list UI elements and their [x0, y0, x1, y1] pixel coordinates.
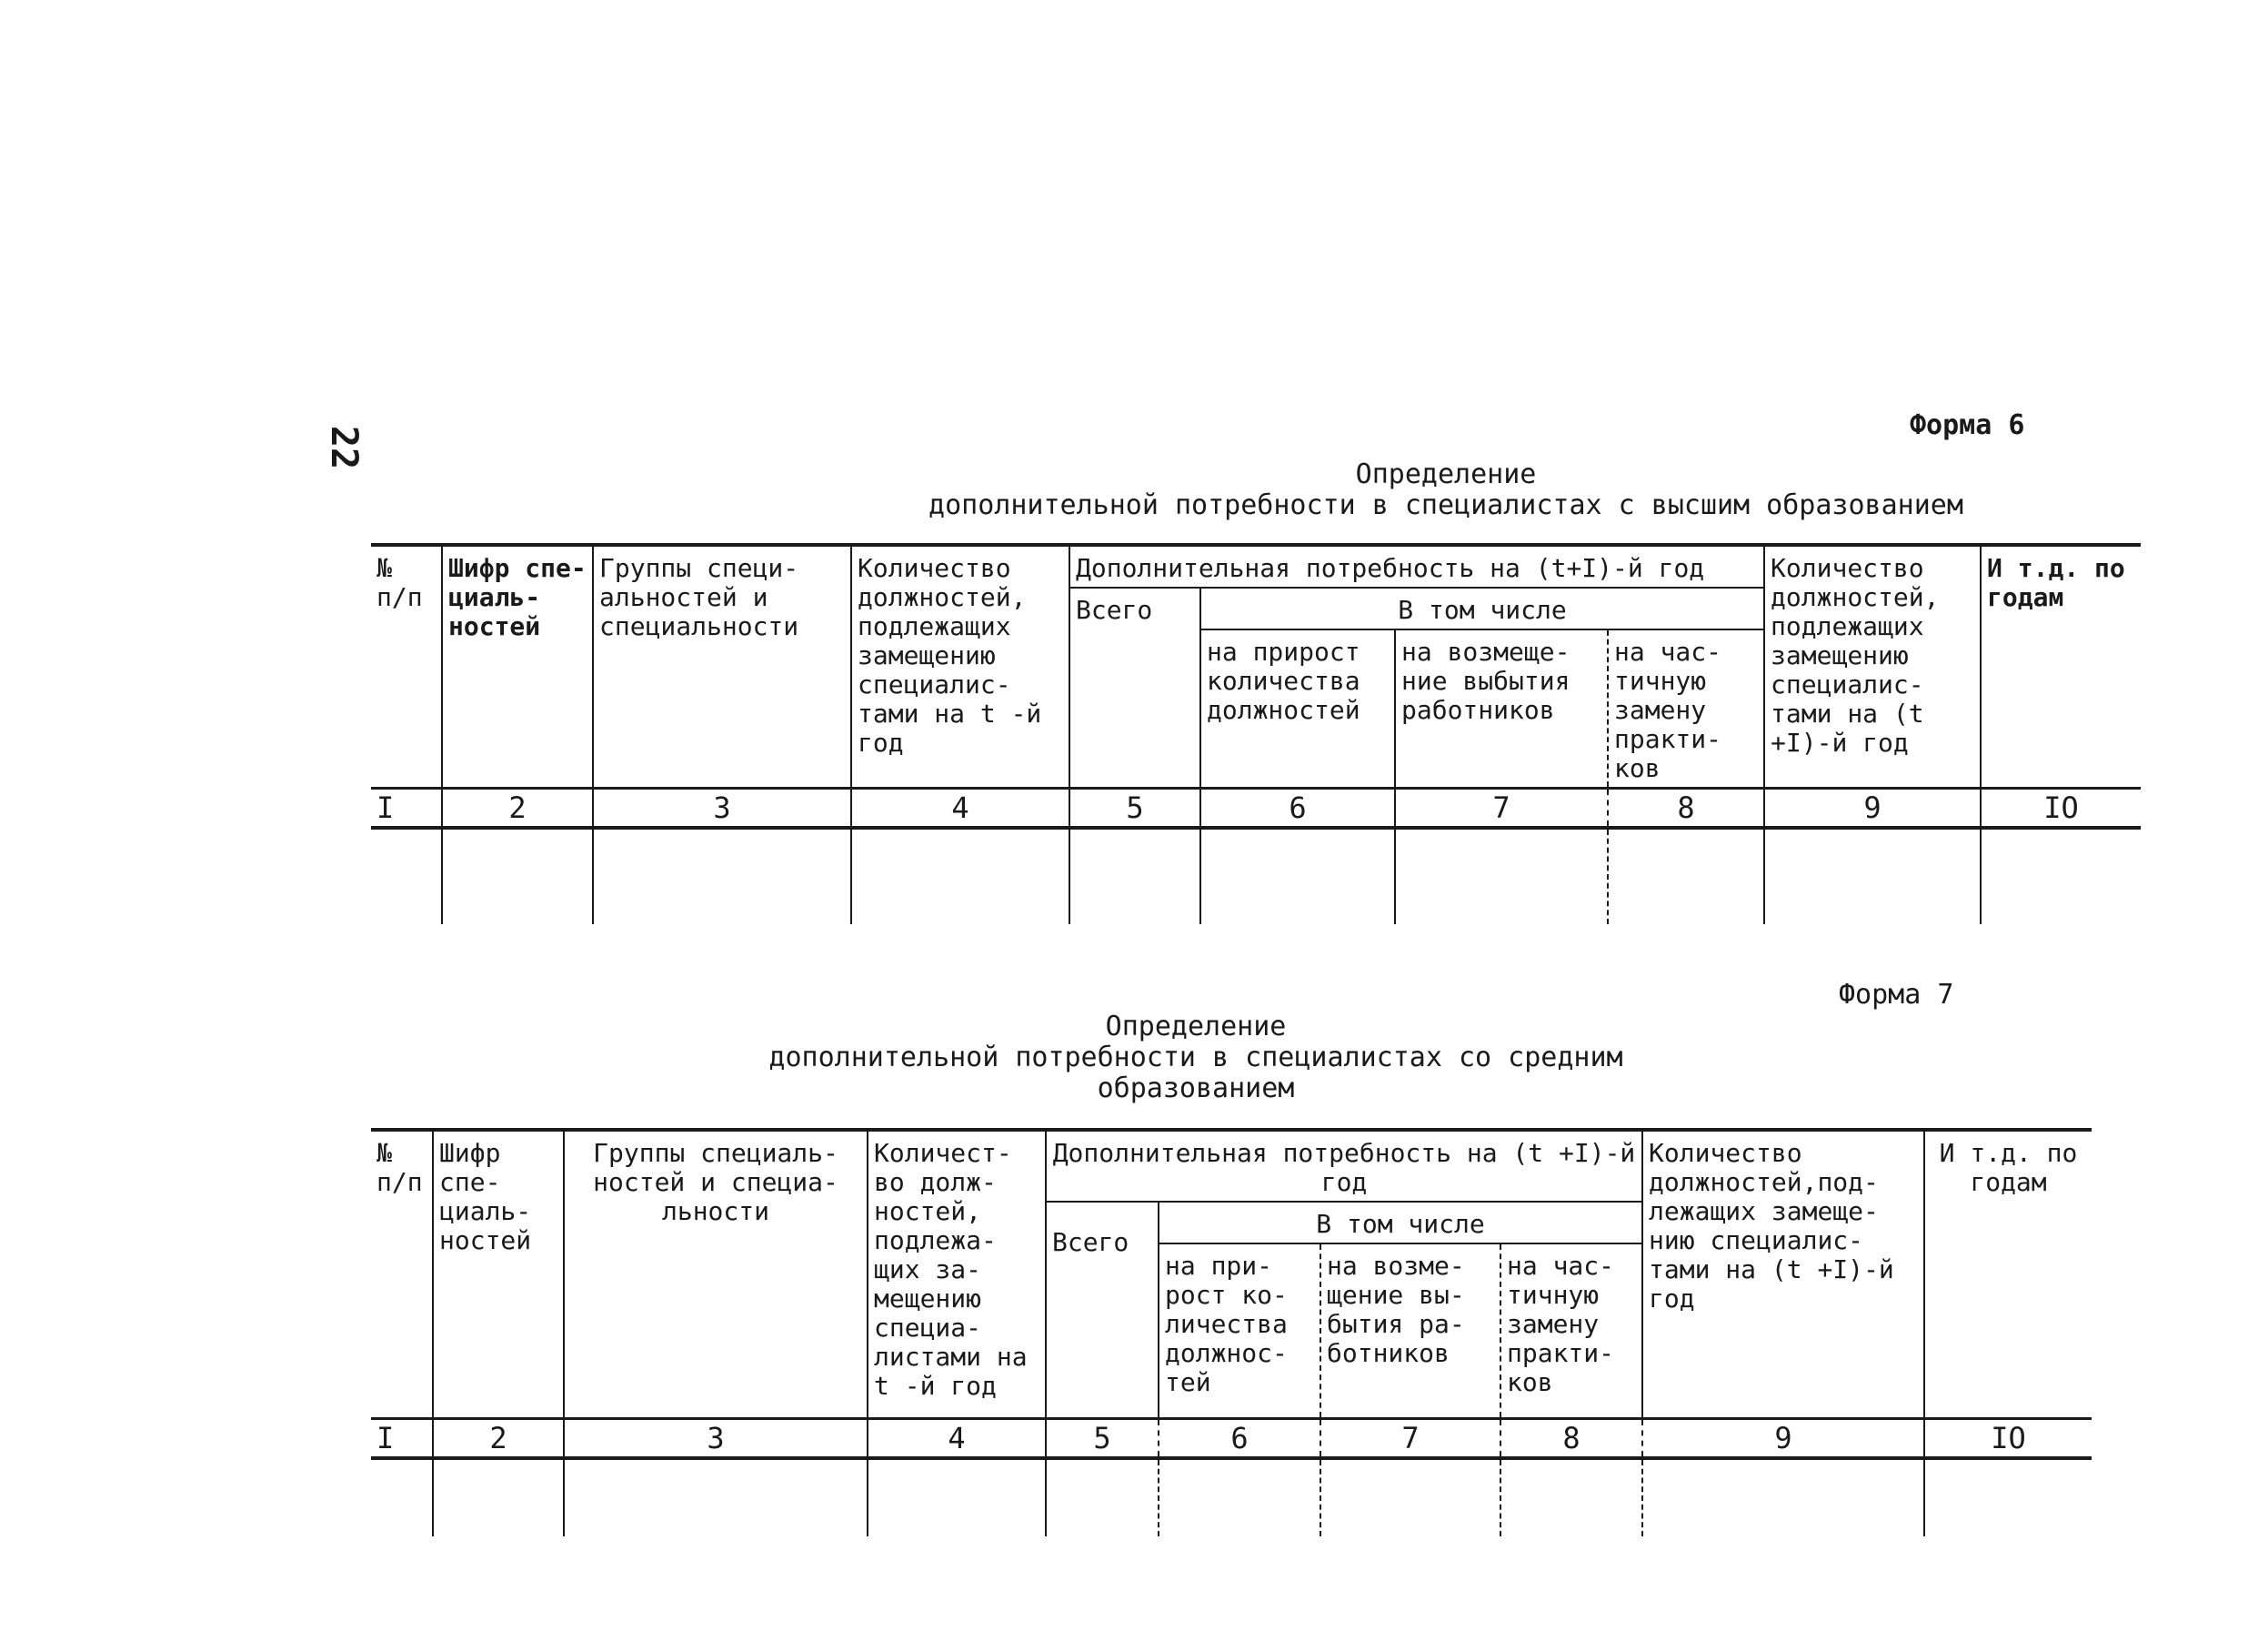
form6-cell	[1764, 828, 1981, 924]
form7-header-col5: Всего	[1046, 1202, 1159, 1419]
form6-num-1: I	[371, 789, 442, 829]
page-number: 22	[323, 425, 365, 470]
form7-cell	[1320, 1458, 1500, 1536]
form7-title-line3: образованием	[1097, 1072, 1295, 1104]
form6-cell	[851, 828, 1069, 924]
form6-num-7: 7	[1395, 789, 1608, 829]
form6-title-line1: Определение	[1355, 458, 1537, 490]
form6-table	[371, 543, 2141, 924]
form6-header-col6: на прирост количества должностей	[1200, 629, 1395, 789]
form7-cell	[433, 1458, 564, 1536]
form7-num-8: 8	[1500, 1419, 1642, 1459]
form6-title-line2: дополнительной потребности в специалистах с высшим образованием	[928, 489, 1963, 521]
form7-header-col1: № п/п	[371, 1130, 433, 1419]
form7-header-group: Дополнительная потребность на (t +I)-й год	[1046, 1130, 1642, 1202]
form6-header-col2: Шифр спе-циаль-ностей	[442, 545, 593, 789]
form7-header-col10: И т.д. по годам	[1924, 1130, 2092, 1419]
form7-num-1: I	[371, 1419, 433, 1459]
form6-num-4: 4	[851, 789, 1069, 829]
form7-cell	[1046, 1458, 1159, 1536]
form6-num-10: IO	[1981, 789, 2141, 829]
form7-num-9: 9	[1642, 1419, 1924, 1459]
form7-num-6: 6	[1159, 1419, 1320, 1459]
form6-num-9: 9	[1764, 789, 1981, 829]
form7-num-10: IO	[1924, 1419, 2092, 1459]
form7-header-col7: на возме-щение вы-бытия ра-ботников	[1320, 1243, 1500, 1419]
form6-header-subgroup: В том числе	[1200, 588, 1764, 629]
form7-cell	[1159, 1458, 1320, 1536]
form6-cell	[442, 828, 593, 924]
form6-cell	[1200, 828, 1395, 924]
form6-cell	[1981, 828, 2141, 924]
form6-empty-row	[371, 828, 2141, 924]
form6-cell	[1395, 828, 1608, 924]
form6-num-5: 5	[1069, 789, 1200, 829]
form6-header-col5: Всего	[1069, 588, 1200, 789]
form6-cell	[1069, 828, 1200, 924]
form7-empty-row	[371, 1458, 2092, 1536]
form6-cell	[593, 828, 851, 924]
form7-num-5: 5	[1046, 1419, 1159, 1459]
form7-label: Форма 7	[1839, 979, 1954, 1011]
form6-title	[809, 459, 2082, 521]
form6-header-col4: Количество должностей, подлежащих замещению специалис-тами на t -й год	[851, 545, 1069, 789]
form7-header-subgroup: В том числе	[1159, 1202, 1642, 1243]
form7-title	[691, 1012, 1701, 1104]
form7-header-col8: на час-тичную замену практи-ков	[1500, 1243, 1642, 1419]
form6-num-3: 3	[593, 789, 851, 829]
form6-cell	[371, 828, 442, 924]
form6-cell	[1608, 828, 1764, 924]
form6-header-col7: на возмеще-ние выбытия работников	[1395, 629, 1608, 789]
form6-header-col8: на час-тичную замену практи-ков	[1608, 629, 1764, 789]
form7-header-col3: Группы специаль-ностей и специа-льности	[564, 1130, 868, 1419]
form7-cell	[371, 1458, 433, 1536]
form7-num-3: 3	[564, 1419, 868, 1459]
form7-header-col4: Количест-во долж-ностей, подлежа-щих за-мещению специа-листами на t -й год	[868, 1130, 1046, 1419]
form7-num-7: 7	[1320, 1419, 1500, 1459]
form7-header-col2: Шифр спе-циаль-ностей	[433, 1130, 564, 1419]
form6-label: Форма 6	[1910, 409, 2025, 441]
form6-num-8: 8	[1608, 789, 1764, 829]
form7-table	[371, 1128, 2092, 1536]
form6-header-col1: № п/п	[371, 545, 442, 789]
form7-cell	[1500, 1458, 1642, 1536]
form7-header-col6: на при-рост ко-личества должнос-тей	[1159, 1243, 1320, 1419]
form6-header-group: Дополнительная потребность на (t+I)-й год	[1069, 545, 1764, 588]
form6-num-6: 6	[1200, 789, 1395, 829]
form6-header-col3: Группы специ-альностей и специальности	[593, 545, 851, 789]
form6-num-2: 2	[442, 789, 593, 829]
form7-cell	[868, 1458, 1046, 1536]
form7-cell	[564, 1458, 868, 1536]
form7-num-2: 2	[433, 1419, 564, 1459]
form7-num-4: 4	[868, 1419, 1046, 1459]
form7-title-line2: дополнительной потребности в специалистах со средним	[768, 1042, 1623, 1073]
form7-cell	[1642, 1458, 1924, 1536]
form6-header-col10: И т.д. по годам	[1981, 545, 2141, 789]
form7-header-col9: Количество должностей,под-лежащих замеще-нию специалис-тами на (t +I)-й год	[1642, 1130, 1924, 1419]
form6-header-col9: Количество должностей, подлежащих замещению специалис-тами на (t +I)-й год	[1764, 545, 1981, 789]
form7-cell	[1924, 1458, 2092, 1536]
form7-title-line1: Определение	[1105, 1011, 1287, 1042]
